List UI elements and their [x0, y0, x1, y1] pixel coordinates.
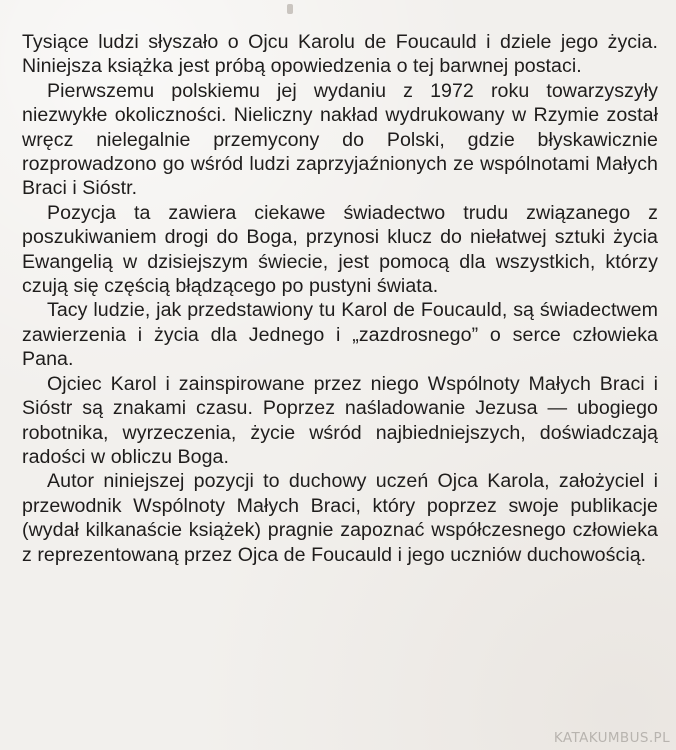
paragraph-such-people: Tacy ludzie, jak przedstawiony tu Karol de Foucauld, są świadectwem zawierzenia i życia dla Jednego i „zazdrosnego” o serce człowieka Pana. — [22, 299, 658, 371]
print-mark — [287, 4, 293, 14]
paragraph-author: Autor niniejszej pozycji to duchowy uczeń Ojca Karola, założyciel i przewodnik Wspólnoty Małych Braci, który poprzez swoje publikacje (wydał kilkanaście książek) pragnie zapoznać współczesnego człowieka z reprezentowaną przez Ojca de Foucauld i jego uczniów duchowością. — [22, 470, 658, 566]
paragraph-intro: Tysiące ludzi słyszało o Ojcu Karolu de Foucauld i dziele jego życia. Niniejsza książka jest próbą opowiedzenia o tej barwnej postaci. — [22, 31, 658, 78]
paragraph-testimony: Pozycja ta zawiera ciekawe świadectwo trudu związanego z poszukiwaniem drogi do Boga, przynosi klucz do niełatwej sztuki życia Ewangelią w dzisiejszym świecie, jest pomocą dla wszystkich, którzy czują się częścią błądzącego po pustyni świata. — [22, 201, 658, 298]
paragraph-communities: Ojciec Karol i zainspirowane przez niego Wspólnoty Małych Braci i Sióstr są znakami czasu. Poprzez naśladowanie Jezusa — ubogiego robotnika, wyrzeczenia, życie wśród najbiedniejszych, doświadczają radości w obliczu Boga. — [22, 372, 658, 468]
blurb-text — [22, 30, 658, 567]
watermark: KATAKUMBUS.PL — [553, 730, 670, 746]
paragraph-first-edition: Pierwszemu polskiemu jej wydaniu z 1972 roku towarzyszyły niezwykłe okoliczności. Nieliczny nakład wydrukowany w Rzymie został wręcz nielegalnie przemycony do Polski, gdzie błyskawicznie rozprowadzono go wśród ludzi zaprzyjaźnionych ze wspólnotami Małych Braci i Sióstr. — [22, 79, 658, 200]
